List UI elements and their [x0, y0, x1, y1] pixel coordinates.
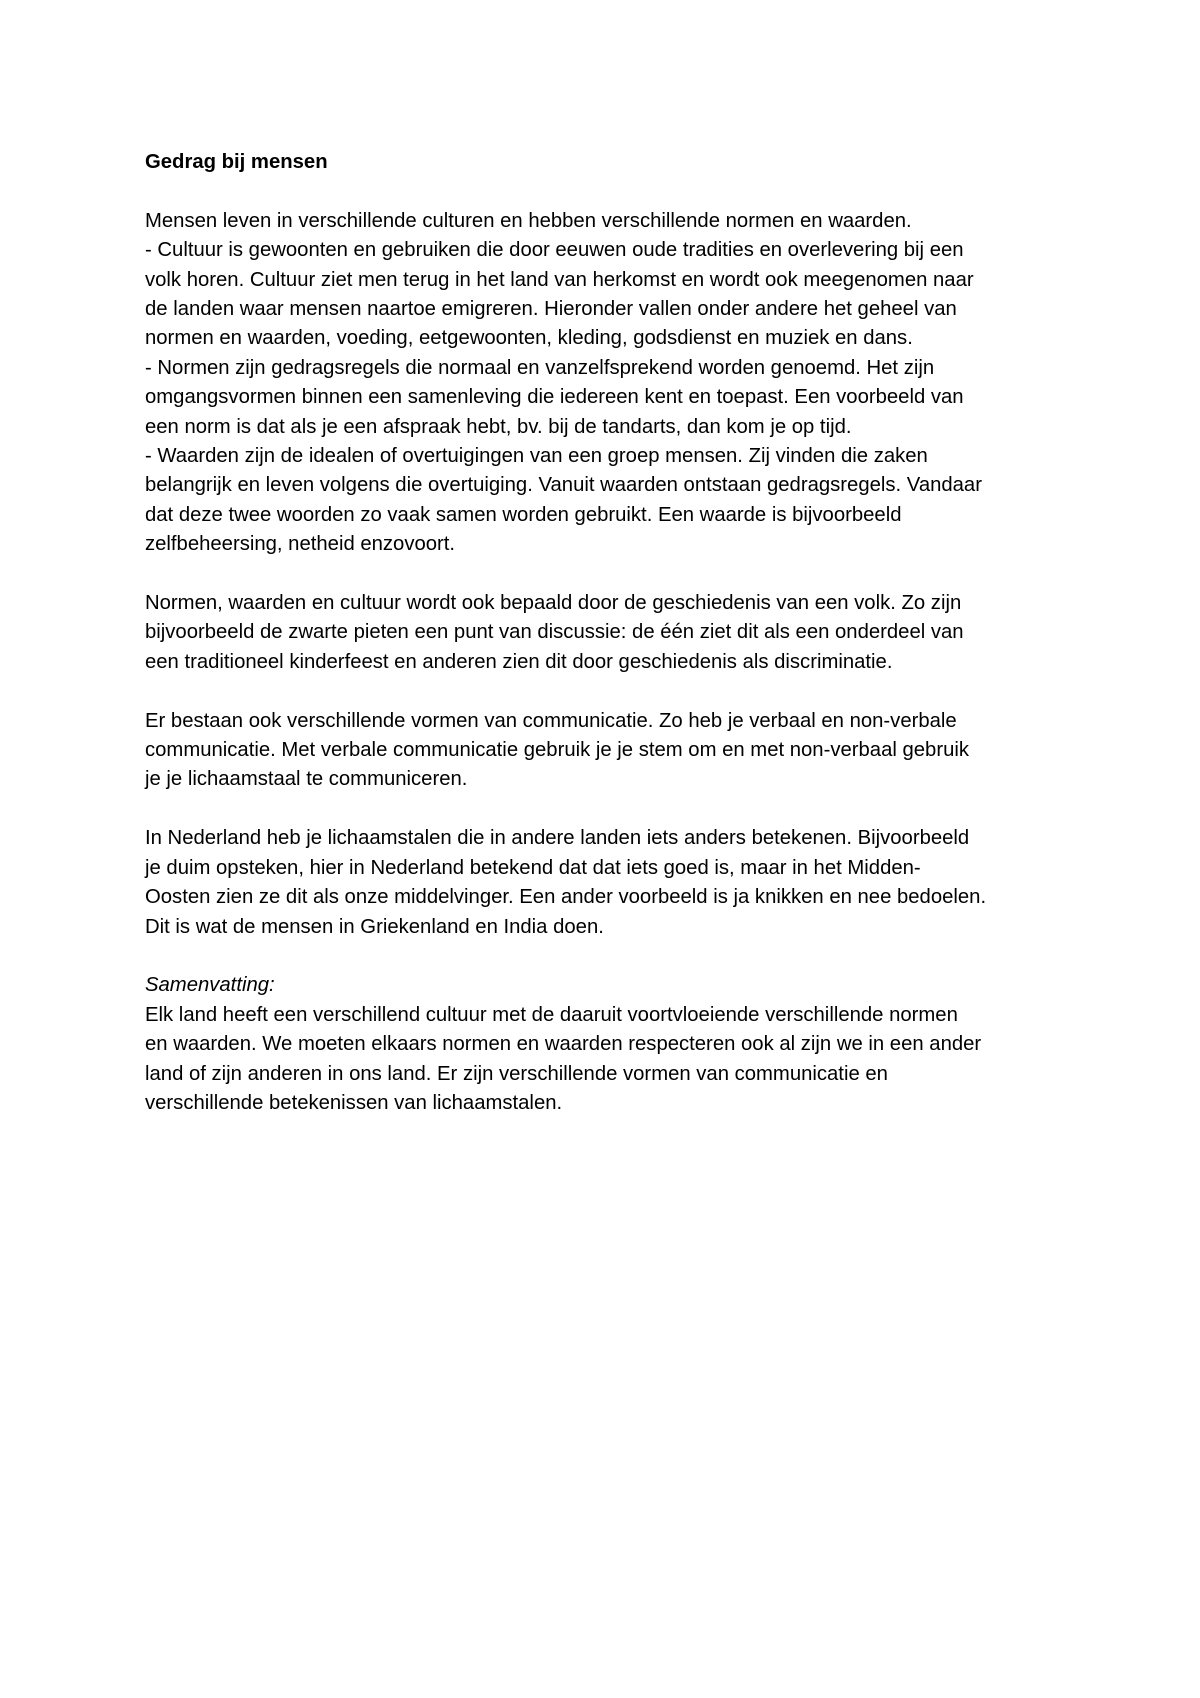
text-line: - Waarden zijn de idealen of overtuigingen van een groep mensen. Zij vinden die zaken: [145, 445, 928, 468]
summary-section: [145, 971, 1065, 1118]
text-line: een traditioneel kinderfeest en anderen zien dit door geschiedenis als discriminatie.: [145, 650, 893, 673]
text-line: dat deze twee woorden zo vaak samen worden gebruikt. Een waarde is bijvoorbeeld: [145, 503, 902, 526]
intro-paragraph: [145, 207, 1065, 560]
text-line: Normen, waarden en cultuur wordt ook bepaald door de geschiedenis van een volk. Zo zijn: [145, 592, 962, 615]
body-language-paragraph: [145, 824, 1065, 942]
text-line: je duim opsteken, hier in Nederland betekend dat dat iets goed is, maar in het Midden-: [145, 856, 921, 879]
summary-heading: Samenvatting:: [145, 974, 275, 997]
history-paragraph: [145, 589, 1065, 677]
text-line: Elk land heeft een verschillend cultuur met de daaruit voortvloeiende verschillende normen: [145, 1003, 958, 1026]
text-line: Er bestaan ook verschillende vormen van communicatie. Zo heb je verbaal en non-verbale: [145, 709, 957, 732]
document-title: Gedrag bij mensen: [145, 151, 328, 173]
text-line: Oosten zien ze dit als onze middelvinger. Een ander voorbeeld is ja knikken en nee bedoelen.: [145, 886, 987, 909]
text-line: Dit is wat de mensen in Griekenland en India doen.: [145, 915, 604, 938]
text-line: een norm is dat als je een afspraak hebt, bv. bij de tandarts, dan kom je op tijd.: [145, 415, 852, 438]
text-line: In Nederland heb je lichaamstalen die in andere landen iets anders betekenen. Bijvoorbeeld: [145, 827, 970, 850]
text-line: bijvoorbeeld de zwarte pieten een punt van discussie: de één ziet dit als een onderdeel van: [145, 621, 964, 644]
text-line: je je lichaamstaal te communiceren.: [145, 768, 468, 791]
document-body: [145, 148, 1065, 1148]
text-line: volk horen. Cultuur ziet men terug in het land van herkomst en wordt ook meegenomen naar: [145, 268, 974, 291]
text-line: Mensen leven in verschillende culturen en hebben verschillende normen en waarden.: [145, 209, 912, 232]
text-line: en waarden. We moeten elkaars normen en waarden respecteren ook al zijn we in een ander: [145, 1033, 982, 1056]
communication-paragraph: [145, 707, 1065, 795]
text-line: land of zijn anderen in ons land. Er zijn verschillende vormen van communicatie en: [145, 1062, 888, 1085]
text-line: belangrijk en leven volgens die overtuiging. Vanuit waarden ontstaan gedragsregels. Vandaar: [145, 474, 982, 497]
text-line: zelfbeheersing, netheid enzovoort.: [145, 533, 456, 556]
text-line: normen en waarden, voeding, eetgewoonten, kleding, godsdienst en muziek en dans.: [145, 327, 913, 350]
text-line: de landen waar mensen naartoe emigreren. Hieronder vallen onder andere het geheel van: [145, 298, 957, 321]
text-line: - Normen zijn gedragsregels die normaal en vanzelfsprekend worden genoemd. Het zijn: [145, 356, 935, 379]
text-line: - Cultuur is gewoonten en gebruiken die door eeuwen oude tradities en overlevering bij een: [145, 239, 964, 262]
text-line: verschillende betekenissen van lichaamstalen.: [145, 1091, 563, 1114]
text-line: omgangsvormen binnen een samenleving die iedereen kent en toepast. Een voorbeeld van: [145, 386, 964, 409]
text-line: communicatie. Met verbale communicatie gebruik je je stem om en met non-verbaal gebruik: [145, 739, 970, 762]
